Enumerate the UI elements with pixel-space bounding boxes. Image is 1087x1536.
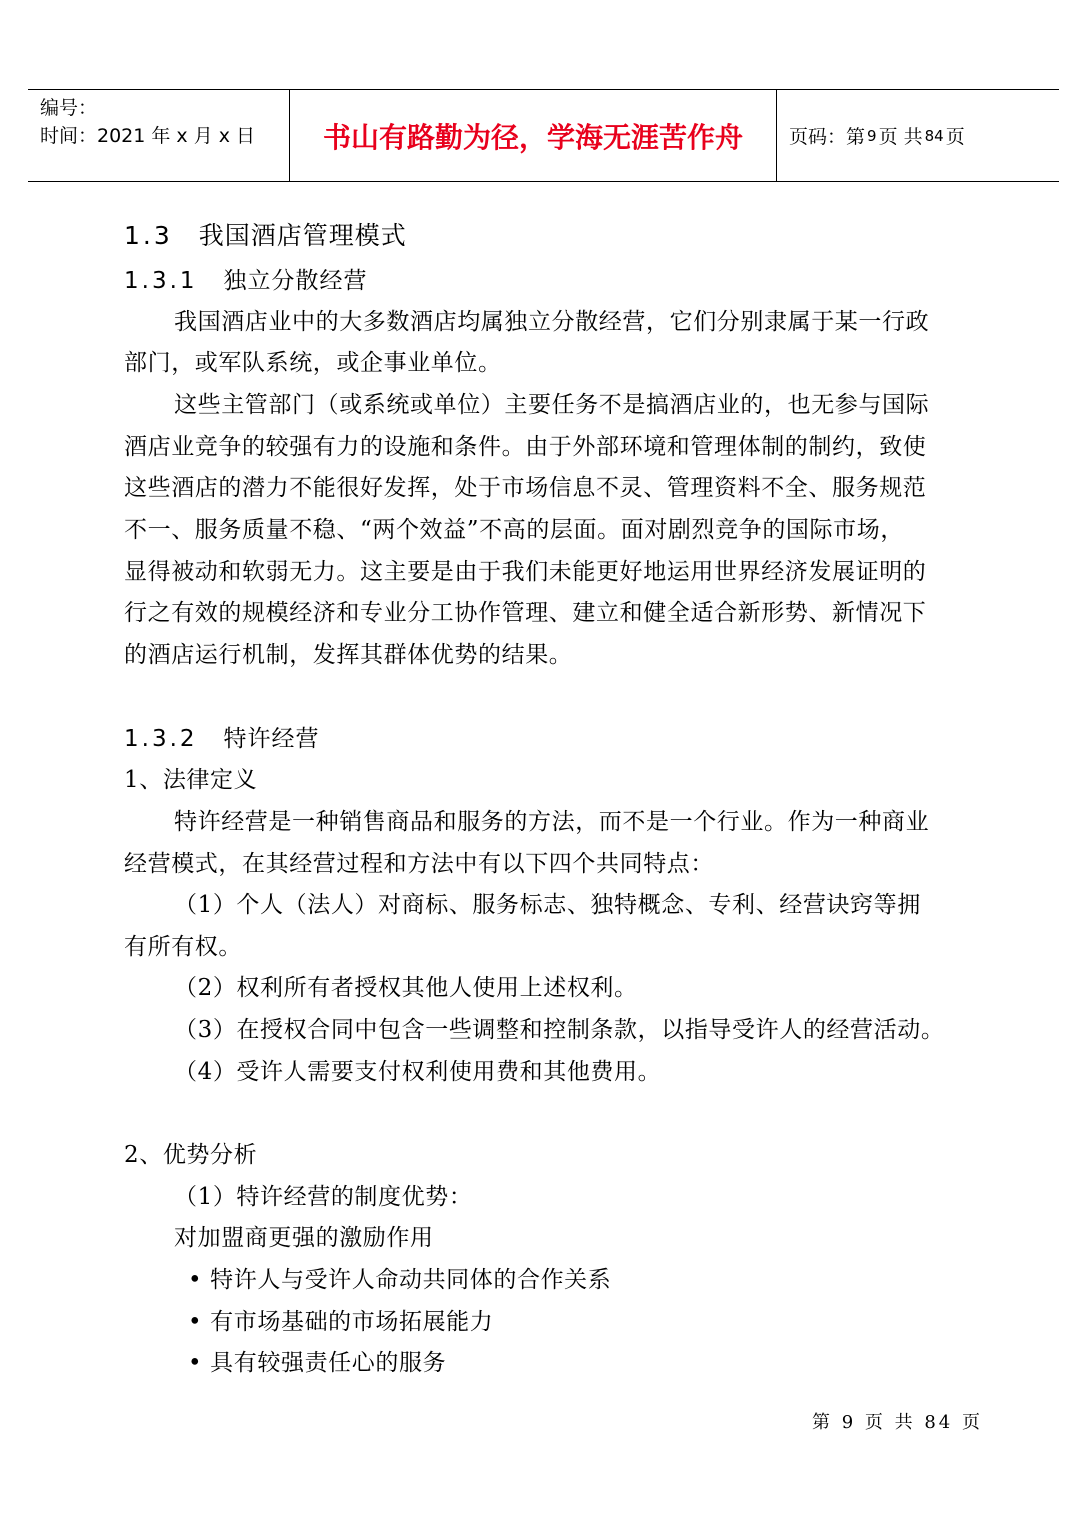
- paragraph-line: 特许经营是一种销售商品和服务的方法，而不是一个行业。作为一种商业: [174, 809, 930, 835]
- time-label: 时间：2021 年 x 月 x 日: [40, 125, 256, 147]
- paragraph-line: 显得被动和软弱无力。这主要是由于我们未能更好地运用世界经济发展证明的: [124, 559, 927, 585]
- paragraph-line: 的酒店运行机制，发挥其群体优势的结果。: [124, 642, 573, 668]
- page-current: 9: [867, 126, 877, 145]
- section-title: 我国酒店管理模式: [198, 221, 407, 250]
- list-item: （1）特许经营的制度优势：: [174, 1184, 473, 1210]
- legal-heading: 1、法律定义: [124, 767, 258, 793]
- subsection-heading-1: [124, 262, 368, 295]
- paragraph-line: 酒店业竞争的较强有力的设施和条件。由于外部环境和管理体制的制约，致使: [124, 434, 927, 460]
- motto-text: 书山有路勤为径，学海无涯苦作舟: [322, 120, 743, 154]
- bullet-text: 特许人与受许人命动共同体的合作关系: [210, 1267, 612, 1293]
- bullet-item: [188, 1303, 493, 1336]
- section-heading: [124, 216, 407, 252]
- advantage-heading: 2、优势分析: [124, 1142, 258, 1168]
- bullet-item: [188, 1261, 611, 1294]
- paragraph-line: 我国酒店业中的大多数酒店均属独立分散经营，它们分别隶属于某一行政: [174, 309, 930, 335]
- page-total: 84: [924, 126, 944, 145]
- subheading-text: 对加盟商更强的激励作用: [174, 1225, 434, 1251]
- list-item: （3）在授权合同中包含一些调整和控制条款，以指导受许人的经营活动。: [174, 1017, 945, 1043]
- paragraph-line: 这些主管部门（或系统或单位）主要任务不是搞酒店业的，也无参与国际: [174, 392, 930, 418]
- page-suffix: 页: [945, 126, 965, 148]
- page-prefix: 页码：第: [789, 126, 866, 148]
- header-motto-cell: [290, 90, 777, 181]
- header-page-cell: [777, 90, 1059, 181]
- list-item: （2）权利所有者授权其他人使用上述权利。: [174, 975, 638, 1001]
- paragraph-line: 经营模式，在其经营过程和方法中有以下四个共同特点：: [124, 851, 714, 877]
- subsection-heading-2: [124, 720, 320, 753]
- bullet-item: [188, 1344, 446, 1377]
- bullet-icon: •: [188, 1267, 203, 1293]
- bullet-text: 具有较强责任心的服务: [210, 1350, 447, 1376]
- paragraph-line: 部门，或军队系统，或企事业单位。: [124, 350, 502, 376]
- list-item-continuation: 有所有权。: [124, 934, 242, 960]
- subsection-number-1: 1.3.1: [124, 268, 198, 294]
- subsection-number-2: 1.3.2: [124, 726, 198, 752]
- paragraph-line: 不一、服务质量不稳、“两个效益”不高的层面。面对剧烈竞争的国际市场，: [124, 517, 904, 543]
- list-item: （4）受许人需要支付权利使用费和其他费用。: [174, 1059, 662, 1085]
- paragraph-line: 行之有效的规模经济和专业分工协作管理、建立和健全适合新形势、新情况下: [124, 600, 927, 626]
- document-header: [28, 89, 1059, 182]
- subsection-title-2: 特许经营: [223, 726, 320, 752]
- bullet-text: 有市场基础的市场拓展能力: [210, 1309, 494, 1335]
- bullet-icon: •: [188, 1350, 203, 1376]
- page-footer: 第 9 页 共 84 页: [812, 1412, 983, 1433]
- paragraph-line: 这些酒店的潜力不能很好发挥，处于市场信息不灵、管理资料不全、服务规范: [124, 475, 927, 501]
- section-number: 1.3: [124, 221, 173, 250]
- number-label: 编号：: [40, 97, 98, 119]
- bullet-icon: •: [188, 1309, 203, 1335]
- page-mid: 页 共: [878, 126, 923, 148]
- header-meta-cell: [28, 90, 290, 181]
- list-item: （1）个人（法人）对商标、服务标志、独特概念、专利、经营诀窍等拥: [174, 892, 921, 918]
- subsection-title-1: 独立分散经营: [223, 268, 368, 294]
